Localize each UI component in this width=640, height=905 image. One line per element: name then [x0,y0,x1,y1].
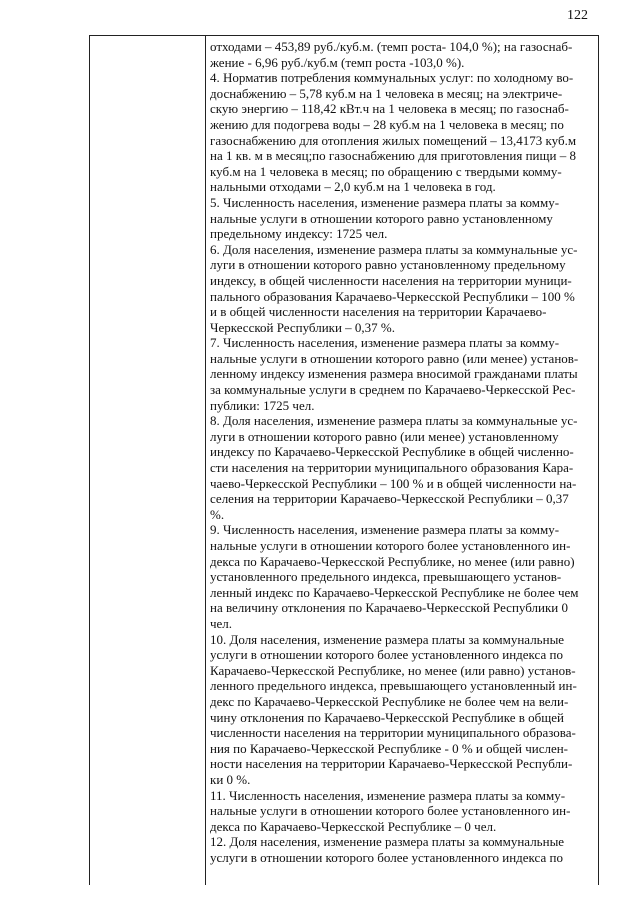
text-line: ленному индексу изменения размера вносимой гражданами платы [210,366,578,382]
page-number: 122 [567,8,588,23]
table-left-cell [90,36,205,885]
text-line: %. [210,506,225,522]
text-line: услуги в отношении которого более установленного индекса по [210,849,563,865]
text-line: луги в отношении которого равно установленному предельному [210,257,566,273]
text-line: жению для подогрева воды – 28 куб.м на 1 человека в месяц; по [210,116,564,132]
text-line: ленного предельного индекса, превышающего установленный ин- [210,678,577,694]
text-line: индексу, в общей численности населения на территории муници- [210,272,572,288]
text-line: куб.м на 1 человека в месяц; по обращению с твердыми комму- [210,163,562,179]
text-line: скую энергию – 118,42 кВт.ч на 1 человека в месяц; по газоснаб- [210,101,569,117]
text-line: 10. Доля населения, изменение размера платы за коммунальные [210,631,565,647]
text-line: и в общей численности населения на территории Карачаево- [210,304,547,320]
text-line: Карачаево-Черкесской Республике, но менее (или равно) установ- [210,662,576,678]
text-line: на 1 кв. м в месяц;по газоснабжению для приготовления пищи – 8 [210,148,576,164]
text-line: индексу по Карачаево-Черкесской Республике в общей численно- [210,444,574,460]
text-line: селения на территории Карачаево-Черкесской Республики – 0,37 [210,491,569,507]
text-line: доснабжению – 5,78 куб.м на 1 человека в месяц; на электриче- [210,85,563,101]
text-line: ленный индекс по Карачаево-Черкесской Республике не более чем [210,584,579,600]
text-line: 11. Численность населения, изменение размера платы за комму- [210,787,566,803]
text-line: предельному индексу: 1725 чел. [210,226,388,242]
text-line: декса по Карачаево-Черкесской Республике – 0 чел. [210,818,497,834]
text-line: жение - 6,96 руб./куб.м (темп роста -103,0 %). [210,54,465,70]
text-line: ки 0 %. [210,771,251,787]
text-line: численности населения на территории муниципального образова- [210,725,576,741]
text-line: 7. Численность населения, изменение размера платы за комму- [210,335,560,351]
text-line: ности населения на территории Карачаево-Черкесской Республи- [210,756,573,772]
text-line: нальные услуги в отношении которого равно установленному [210,210,553,226]
text-line: 8. Доля населения, изменение размера платы за коммунальные ус- [210,413,578,429]
text-line: ния по Карачаево-Черкесской Республике - 0 % и общей числен- [210,740,569,756]
text-line: луги в отношении которого равно (или менее) установленному [210,428,559,444]
text-line: на величину отклонения по Карачаево-Черкесской Республики 0 [210,600,568,616]
text-line: 4. Норматив потребления коммунальных услуг: по холодному во- [210,70,574,86]
text-line: 12. Доля населения, изменение размера платы за коммунальные [210,834,565,850]
table-text-cell [210,39,592,865]
text-line: декса по Карачаево-Черкесской Республике, но менее (или равно) [210,553,575,569]
text-line: газоснабжению для отопления жилых помещений – 13,4173 куб.м [210,132,577,148]
text-line: за коммунальные услуги в среднем по Карачаево-Черкесской Рес- [210,382,576,398]
text-line: пального образования Карачаево-Черкесской Республики – 100 % [210,288,575,304]
document-table [89,35,599,885]
text-line: публики: 1725 чел. [210,397,315,413]
text-line: чину отклонения по Карачаево-Черкесской Республике в общей [210,709,564,725]
text-line: услуги в отношении которого более установленного индекса по [210,647,563,663]
text-line: установленного предельного индекса, превышающего установ- [210,569,562,585]
text-line: Черкесской Республики – 0,37 %. [210,319,396,335]
table-column-divider [205,36,206,885]
text-line: 9. Численность населения, изменение размера платы за комму- [210,522,560,538]
text-line: чел. [210,615,233,631]
text-line: нальные услуги в отношении которого более установленного ин- [210,538,571,553]
text-line: 5. Численность населения, изменение размера платы за комму- [210,194,560,210]
text-line: чаево-Черкесской Республики – 100 % и в общей численности на- [210,475,577,491]
text-line: отходами – 453,89 руб./куб.м. (темп роста- 104,0 %); на газоснаб- [210,39,573,54]
text-line: сти населения на территории муниципального образования Кара- [210,460,574,476]
text-line: декс по Карачаево-Черкесской Республике не более чем на вели- [210,693,569,709]
text-line: нальными отходами – 2,0 куб.м на 1 человека в год. [210,179,496,195]
text-line: нальные услуги в отношении которого равно (или менее) установ- [210,350,579,366]
text-line: 6. Доля населения, изменение размера платы за коммунальные ус- [210,241,578,257]
text-line: нальные услуги в отношении которого более установленного ин- [210,803,571,819]
